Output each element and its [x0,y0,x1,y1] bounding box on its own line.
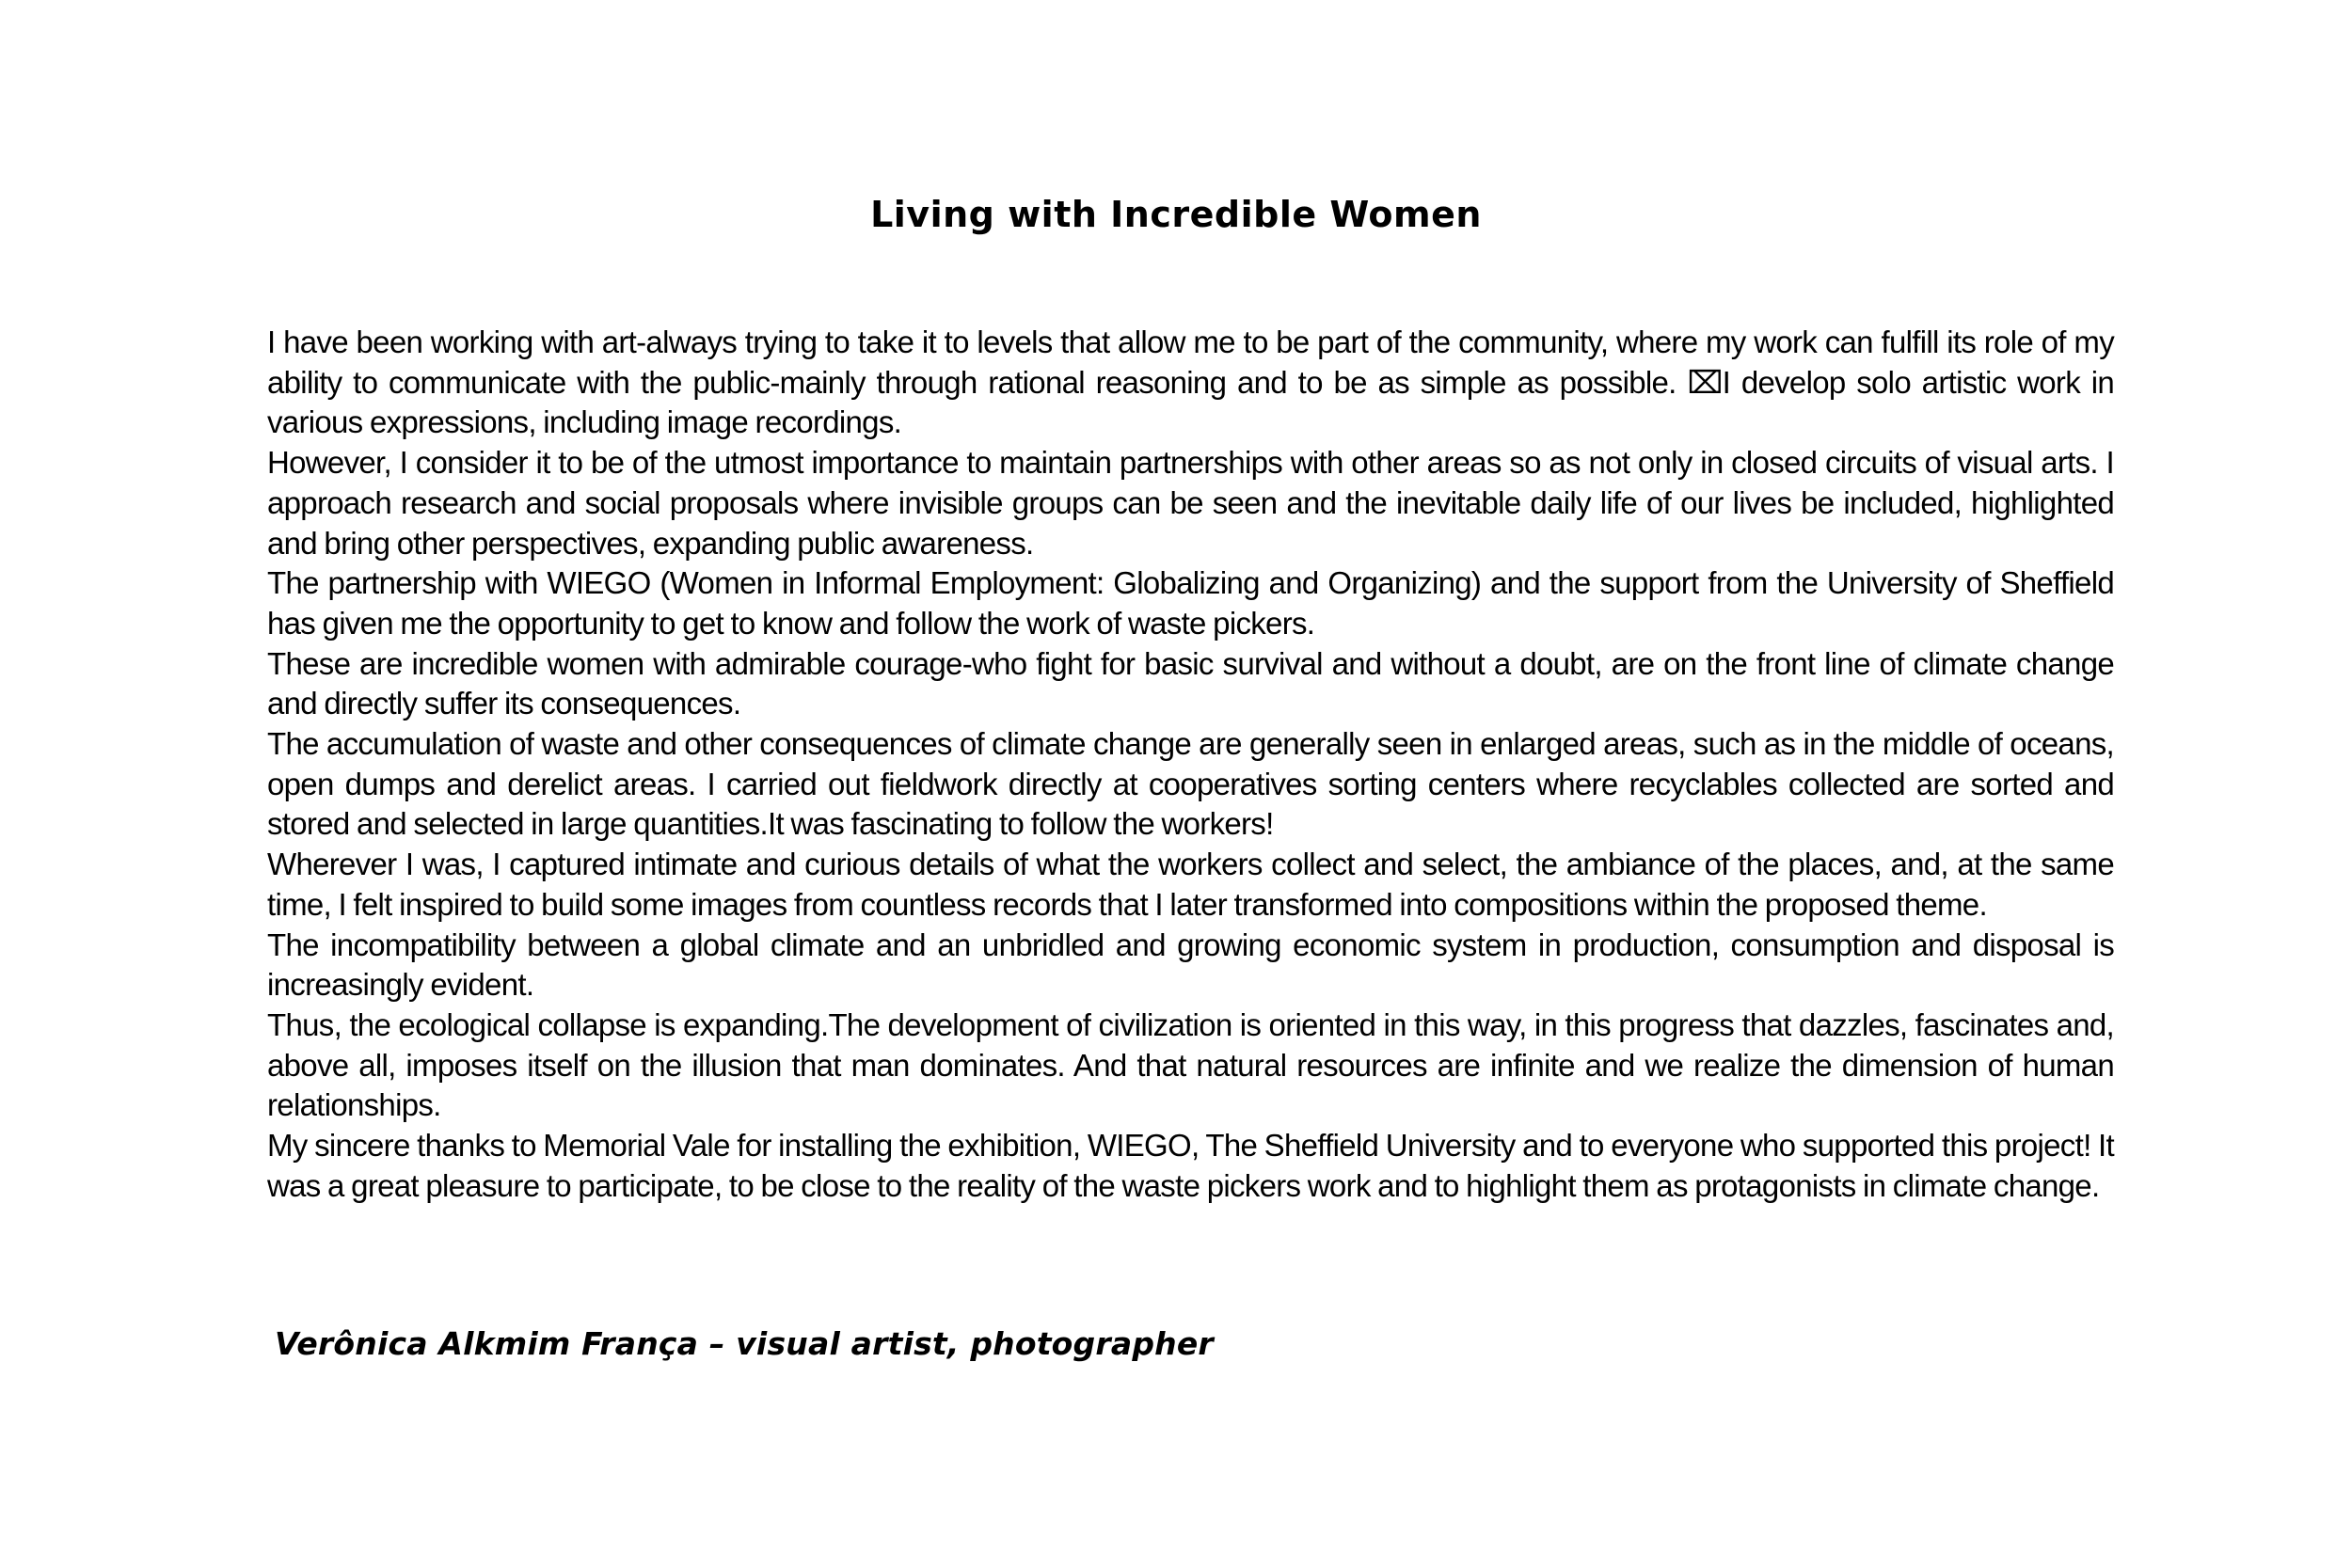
document-body [267,323,2114,1206]
author-signature: Verônica Alkmim França – visual artist, photographer [275,1325,1214,1362]
paragraph-wiego: The partnership with WIEGO (Women in Informal Employment: Globalizing and Organizing) and the support from the University of Sheffield has given me the opportunity to get to know and follow the work of waste pickers. [267,565,2114,641]
paragraph-partnerships: However, I consider it to be of the utmost importance to maintain partnerships with other areas so as not only in closed circuits of visual arts. I approach research and social proposals where invisible groups can be seen and the inevitable daily life of our lives be included, highlighted and bring other perspectives, expanding public awareness. [267,445,2114,561]
paragraph-incredible-women: These are incredible women with admirable courage-who fight for basic survival and without a doubt, are on the front line of climate change and directly suffer its consequences. [267,645,2114,721]
paragraph-thanks: My sincere thanks to Memorial Vale for installing the exhibition, WIEGO, The Sheffield University and to everyone who supported this project! It was a great pleasure to participate, to be close to the reality of the waste pickers work and to highlight them as protagonists in climate change. [267,1128,2114,1203]
paragraph-details: Wherever I was, I captured intimate and curious details of what the workers collect and select, the ambiance of the places, and, at the same time, I felt inspired to build some images from countless records that I later transformed into compositions within the proposed theme. [267,847,2114,922]
paragraph-ecological-collapse: Thus, the ecological collapse is expanding.The development of civilization is oriented in this way, in this progress that dazzles, fascinates and, above all, imposes itself on the illusion that man dominates. And that natural resources are infinite and we realize the dimension of human relationships. [267,1006,2114,1123]
paragraph-intro: I have been working with art-always trying to take it to levels that allow me to be part of the community, where my work can fulfill its role of my ability to communicate with the public-mainly through rational reasoning and to be as simple as possible. ⌧I develop solo artistic work in various expressions, including image recordings. [267,325,2114,440]
paragraph-fieldwork: The accumulation of waste and other consequences of climate change are generally seen in enlarged areas, such as in the middle of oceans, open dumps and derelict areas. I carried out fieldwork directly at cooperatives sorting centers where recyclables collected are sorted and stored and selected in large quantities.It was fascinating to follow the workers! [267,726,2114,842]
document-title: Living with Incredible Women [870,194,1482,235]
paragraph-incompatibility: The incompatibility between a global climate and an unbridled and growing economic system in production, consumption and disposal is increasingly evident. [267,927,2114,1003]
